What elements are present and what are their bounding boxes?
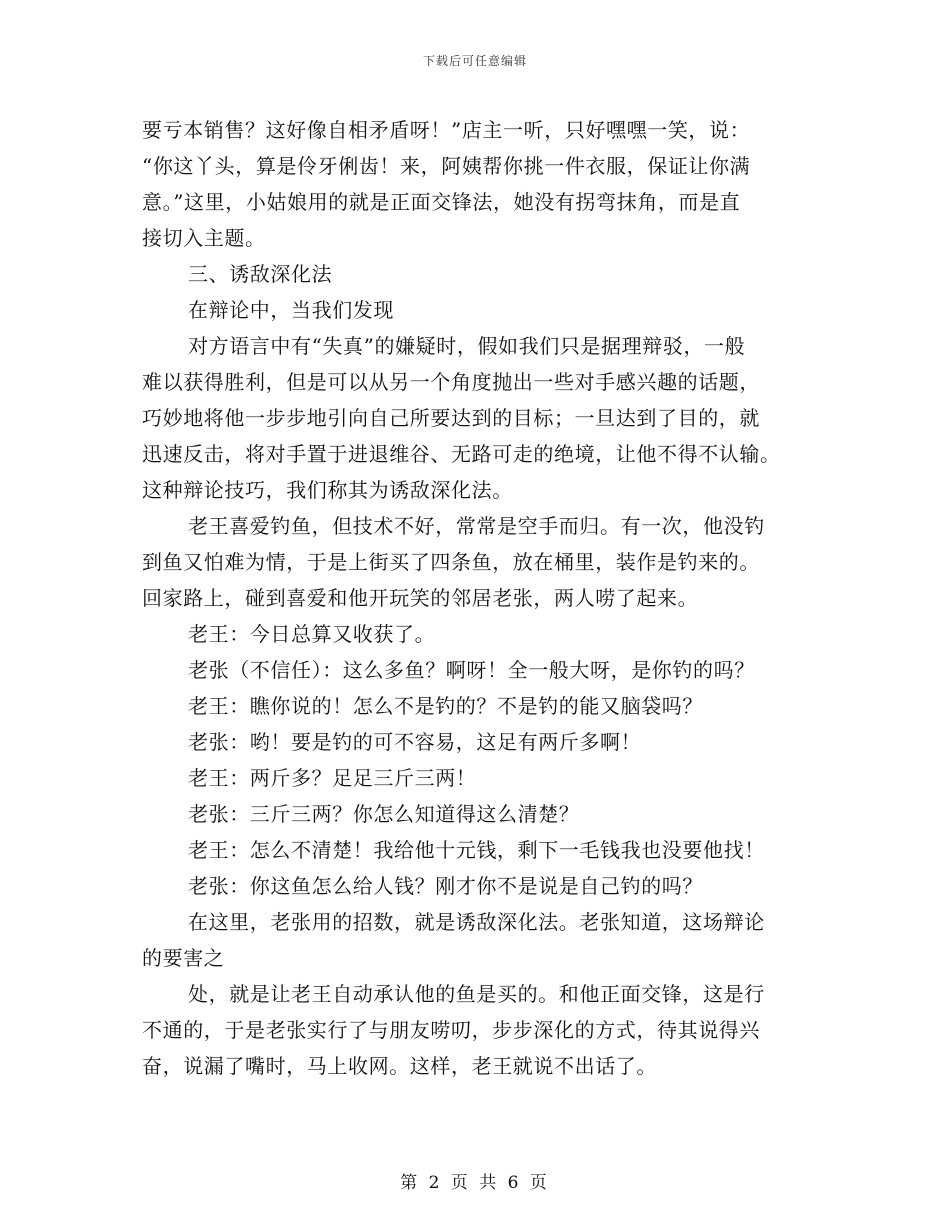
text-line: “你这丫头，算是伶牙俐齿！来，阿姨帮你挑一件衣服，保证让你满 [142,154,751,178]
text-line: 意。”这里，小姑娘用的就是正面交锋法，她没有拐弯抹角，而是直 [142,190,741,214]
text-line: 这种辩论技巧，我们称其为诱敌深化法。 [142,478,513,502]
text-line: 的要害之 [142,946,225,970]
text-line: 不通的，于是老张实行了与朋友唠叨，步步深化的方式，待其说得兴 [142,1018,760,1042]
dialogue-line: 老王：今日总算又收获了。 [188,622,436,646]
dialogue-line: 老张：你这鱼怎么给人钱？刚才你不是说是自己钓的吗？ [188,874,703,898]
text-line: 到鱼又怕难为情，于是上街买了四条鱼，放在桶里，装作是钓来的。 [142,550,760,574]
text-line: 处，就是让老王自动承认他的鱼是买的。和他正面交锋，这是行 [188,982,765,1006]
text-line: 对方语言中有“失真”的嫌疑时，假如我们只是据理辩驳，一般 [188,334,746,358]
text-line: 回家路上，碰到喜爱和他开玩笑的邻居老张，两人唠了起来。 [142,586,699,610]
text-line: 迅速反击，将对手置于进退维谷、无路可走的绝境，让他不得不认输。 [142,442,781,466]
dialogue-line: 老王：怎么不清楚！我给他十元钱，剩下一毛钱我也没要他找！ [188,838,765,862]
text-line: 老王喜爱钓鱼，但技术不好，常常是空手而归。有一次，他没钓 [188,514,765,538]
dialogue-line: 老张：三斤三两？你怎么知道得这么清楚？ [188,802,580,826]
text-line: 奋，说漏了嘴时，马上收网。这样，老王就说不出话了。 [142,1054,657,1078]
text-line: 要亏本销售？这好像自相矛盾呀！”店主一听，只好嘿嘿一笑，说： [142,118,751,142]
text-line: 难以获得胜利，但是可以从另一个角度抛出一些对手感兴趣的话题， [142,370,760,394]
dialogue-line: 老张：哟！要是钓的可不容易，这足有两斤多啊！ [188,730,642,754]
text-line: 巧妙地将他一步步地引向自己所要达到的目标；一旦达到了目的，就 [142,406,760,430]
dialogue-line: 老王：瞧你说的！怎么不是钓的？不是钓的能又脑袋吗？ [188,694,703,718]
document-body [142,112,808,1084]
dialogue-line: 老王：两斤多？足足三斤三两！ [188,766,477,790]
dialogue-line: 老张（不信任）：这么多鱼？啊呀！全一般大呀，是你钓的吗？ [188,658,755,682]
text-line: 在这里，老张用的招数，就是诱敌深化法。老张知道，这场辩论 [188,910,765,934]
text-line: 在辩论中，当我们发现 [188,298,394,322]
text-line: 接切入主题。 [142,226,266,250]
section-heading: 三、诱敌深化法 [188,262,333,286]
page-header: 下载后可任意编辑 [422,54,527,68]
page-number: 第 2 页 共 6 页 [400,1173,550,1193]
